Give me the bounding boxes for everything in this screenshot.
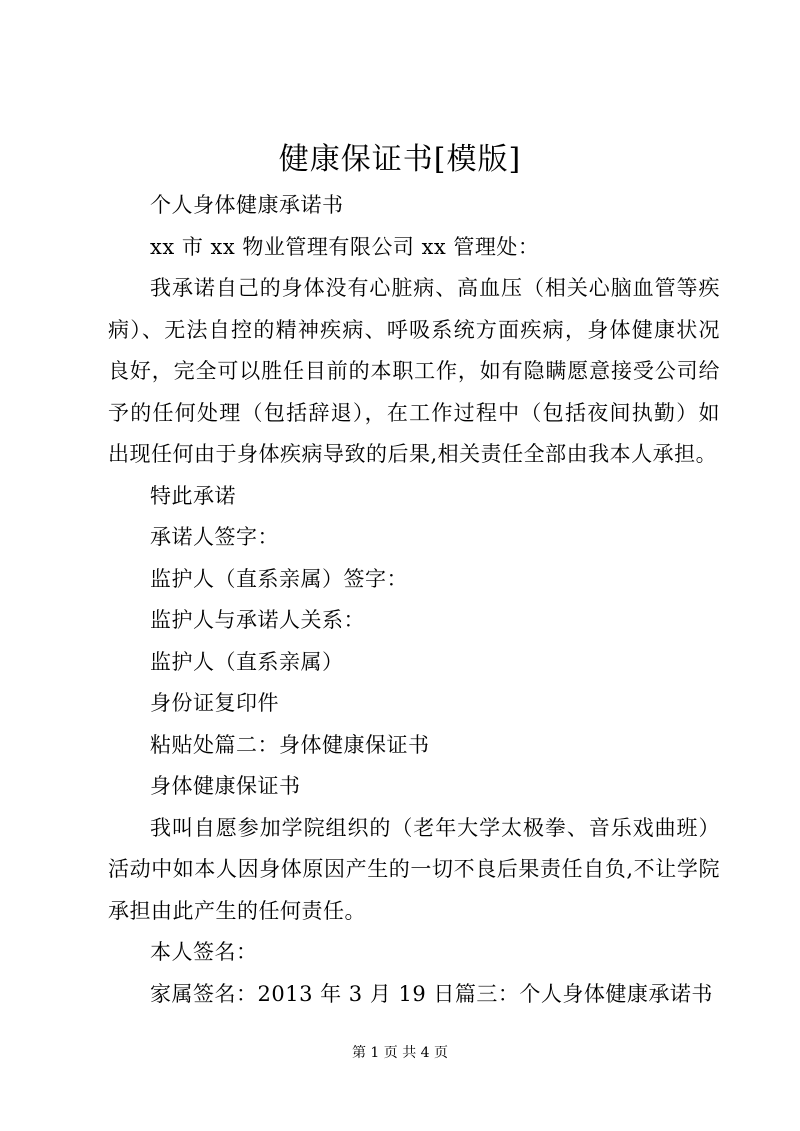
document-title: 健康保证书[模版] (278, 142, 522, 177)
paragraph-guardian-signature: 监护人（直系亲属）签字： (150, 566, 408, 591)
document-body (108, 185, 720, 1015)
paragraph-heading-commitment: 个人身体健康承诺书 (150, 193, 344, 217)
paragraph-signer-signature: 承诺人签字： (150, 525, 279, 549)
paragraph-addressee: xx 市 xx 物业管理有限公司 xx 管理处： (150, 234, 540, 259)
paragraph-health-guarantee-heading: 身体健康保证书 (150, 774, 301, 798)
paragraph-self-signature: 本人签名： (150, 940, 258, 964)
paragraph-id-copy: 身份证复印件 (150, 691, 279, 715)
paragraph-section-two: 粘贴处篇二：身体健康保证书 (150, 732, 430, 757)
paragraph-family-signature: 家属签名：2013 年 3 月 19 日篇三：个人身体健康承诺书 (150, 981, 713, 1006)
paragraph-commitment-body: 我承诺自己的身体没有心脏病、高血压（相关心脑血管等疾病）、无法自控的精神疾病、呼吸系统方面疾病，身体健康状况良好，完全可以胜任目前的本职工作，如有隐瞒愿意接受公司给予的任何处理（包括辞退），在工作过程中（包括夜间执勤）如出现任何由于身体疾病导致的后果,相关责任全部由我本人承担。 (108, 276, 720, 466)
page-footer: 第 1 页 共 4 页 (351, 1045, 449, 1061)
paragraph-guarantee-body: 我叫自愿参加学院组织的（老年大学太极拳、音乐戏曲班）活动中如本人因身体原因产生的一切不良后果责任自负,不让学院承担由此产生的任何责任。 (108, 815, 720, 923)
paragraph-guardian-relative: 监护人（直系亲属） (150, 649, 344, 674)
paragraph-guardian-relation: 监护人与承诺人关系： (150, 608, 365, 632)
paragraph-hereby-commit: 特此承诺 (150, 483, 236, 508)
